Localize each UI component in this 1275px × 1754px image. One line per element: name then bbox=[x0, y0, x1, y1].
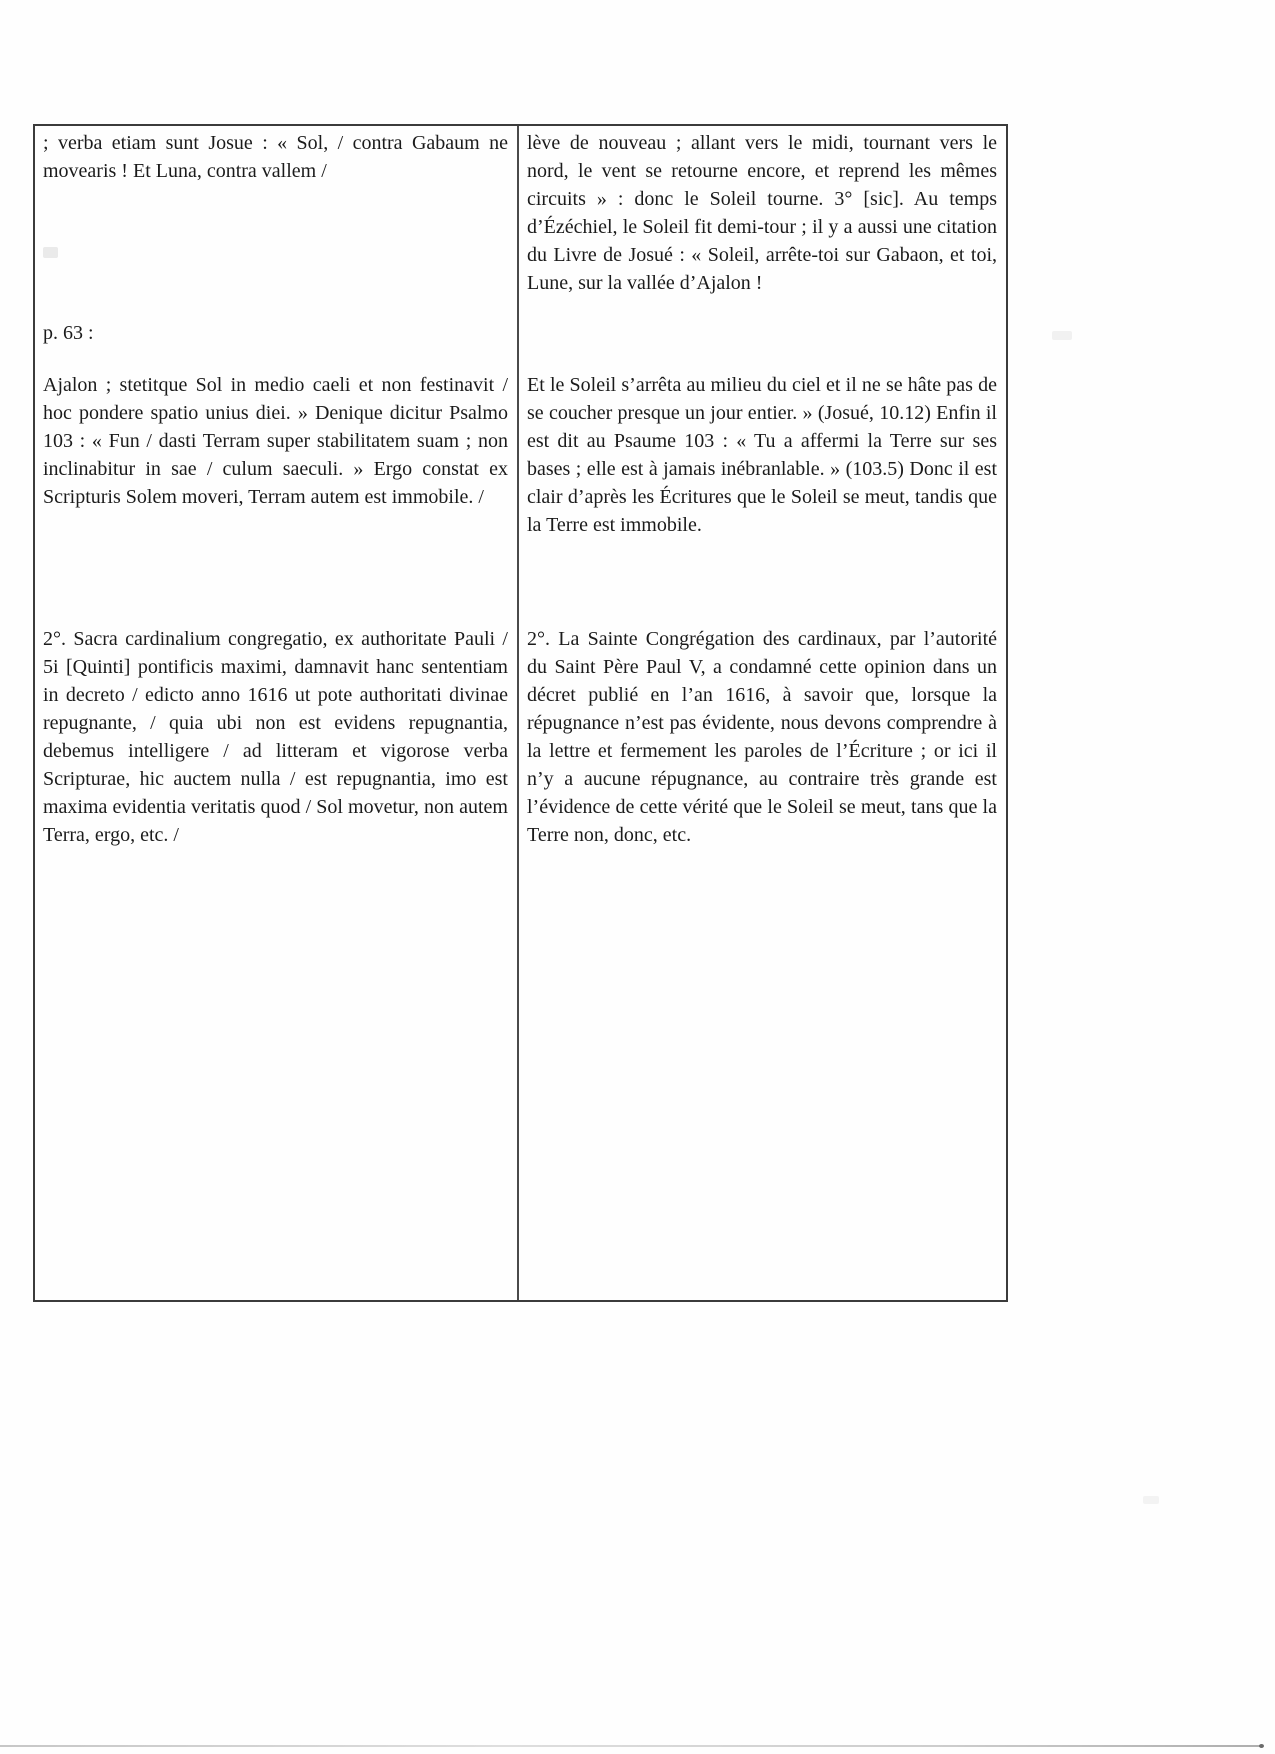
french-paragraph-3: 2°. La Sainte Congrégation des cardinaux, par l’autorité du Saint Père Paul V, a condamné cette opinion dans un décret publié en l’an 1616, à savoir que, lorsque la répugnance n’est pas évidente, nous devons comprendre à la lettre et fermement les paroles de l’Écriture ; or ici il n’y a aucune répugnance, au contraire très grande est l’évidence de cette vérité que le Soleil se meut, tans que la Terre non, donc, etc. bbox=[527, 628, 997, 846]
scan-edge-line bbox=[0, 1745, 1262, 1747]
latin-cell-row2 bbox=[35, 368, 519, 622]
latin-paragraph-2: Ajalon ; stetitque Sol in medio caeli et non festinavit / hoc pondere spatio unius diei. » Denique dicitur Psalmo 103 : « Fun / dasti Terram super stabilitatem suam ; non inclinabitur in sae / culum saeculi. » Ergo constat ex Scripturis Solem moveri, Terram autem est immobile. / bbox=[43, 374, 508, 508]
latin-cell-row1 bbox=[35, 126, 519, 368]
french-cell-row2 bbox=[519, 368, 1006, 622]
translation-table bbox=[33, 124, 1008, 1302]
french-cell-row3 bbox=[519, 622, 1006, 1300]
latin-cell-row3 bbox=[35, 622, 519, 1300]
french-cell-row1 bbox=[519, 126, 1006, 368]
scan-smudge bbox=[1143, 1496, 1159, 1504]
latin-paragraph-3: 2°. Sacra cardinalium congregatio, ex authoritate Pauli / 5i [Quinti] pontificis maximi, damnavit hanc sententiam in decreto / edicto anno 1616 ut pote authoritati divinae repugnante, / quia ubi non est evidens repugnantia, debemus intelligere / ad litteram et vigorose verba Scripturae, hic auctem nulla / est repugnantia, imo est maxima evidentia veritatis quod / Sol movetur, non autem Terra, ergo, etc. / bbox=[43, 628, 508, 846]
scan-smudge bbox=[1052, 331, 1072, 340]
scan-edge-dot bbox=[1259, 1744, 1264, 1748]
scan-smudge bbox=[43, 247, 58, 258]
page-reference: p. 63 : bbox=[43, 322, 94, 344]
french-paragraph-1: lève de nouveau ; allant vers le midi, tournant vers le nord, le vent se retourne encore, et reprend les mêmes circuits » : donc le Soleil tourne. 3° [sic]. Au temps d’Ézéchiel, le Soleil fit demi-tour ; il y a aussi une citation du Livre de Josué : « Soleil, arrête-toi sur Gabaon, et toi, Lune, sur la vallée d’Ajalon ! bbox=[527, 132, 997, 294]
french-paragraph-2: Et le Soleil s’arrêta au milieu du ciel et il ne se hâte pas de se coucher presque un jour entier. » (Josué, 10.12) Enfin il est dit au Psaume 103 : « Tu a affermi la Terre sur ses bases ; elle est à jamais inébranlable. » (103.5) Donc il est clair d’après les Écritures que le Soleil se meut, tandis que la Terre est immobile. bbox=[527, 374, 997, 536]
latin-paragraph-1: ; verba etiam sunt Josue : « Sol, / contra Gabaum ne movearis ! Et Luna, contra vallem / bbox=[43, 132, 508, 182]
